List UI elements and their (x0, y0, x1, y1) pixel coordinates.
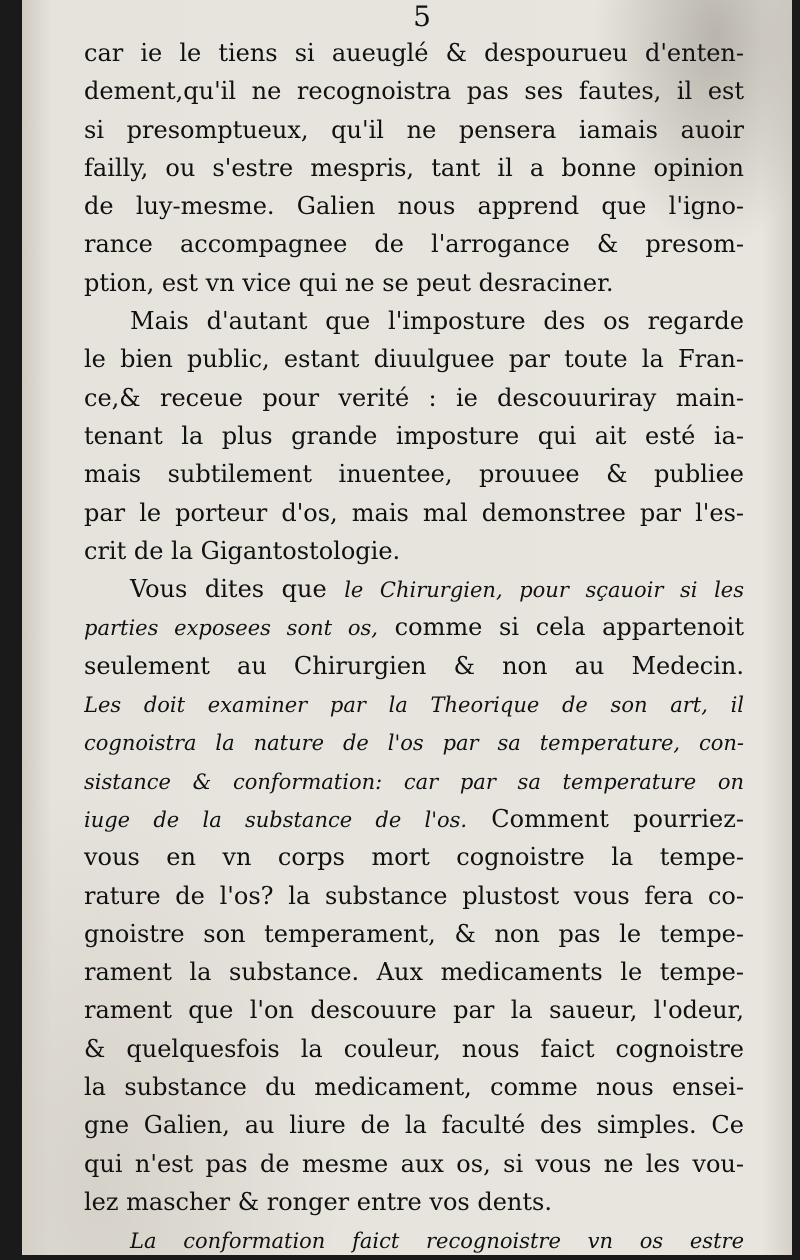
roman-text: si presomptueux, qu'il ne pensera iamais auoir (84, 115, 744, 144)
roman-text: gnoistre son temperament, & non pas le tempe- (84, 919, 744, 948)
italic-text: le Chirurgien, pour sçauoir si les (344, 578, 744, 603)
text-line (84, 723, 744, 761)
roman-text: qui n'est pas de mesme aux os, si vous ne les vou- (84, 1149, 744, 1178)
roman-text: comme si cela appartenoit (377, 613, 744, 642)
roman-text: lez mascher & ronger entre vos dents. (84, 1187, 552, 1216)
italic-text: La conformation faict recognoistre vn os estre (130, 1229, 744, 1254)
text-line (84, 953, 744, 991)
italic-text: sistance & conformation: car par sa temperature on (84, 769, 744, 794)
roman-text: crit de la Gigantostologie. (84, 536, 401, 565)
body-text (84, 34, 744, 1260)
roman-text: le bien public, estant diuulguee par toute la Fran- (84, 345, 744, 374)
text-line (84, 417, 744, 455)
roman-text: Mais d'autant que l'imposture des os regarde (130, 307, 744, 336)
italic-text: parties exposees sont os, (84, 616, 378, 641)
text-line (84, 494, 744, 532)
text-line (84, 608, 744, 646)
text-line (84, 264, 744, 302)
text-line (84, 379, 744, 417)
roman-text: par le porteur d'os, mais mal demonstree par l'es- (84, 498, 744, 527)
text-line (84, 340, 744, 378)
text-line (84, 915, 744, 953)
roman-text: tenant la plus grande imposture qui ait esté ia- (84, 421, 744, 450)
text-line (84, 149, 744, 187)
roman-text: la substance du medicament, comme nous ensei- (84, 1073, 744, 1102)
roman-text: gne Galien, au liure de la faculté des simples. Ce (84, 1111, 744, 1140)
roman-text: rament la substance. Aux medicaments le tempe- (84, 958, 744, 987)
text-line (84, 532, 744, 570)
text-line (84, 877, 744, 915)
roman-text: mais subtilement inuentee, prouuee & publiee (84, 460, 744, 489)
italic-text: cognoistra la nature de l'os par sa temperature, con- (84, 731, 744, 756)
text-line (84, 225, 744, 263)
text-line (84, 302, 744, 340)
text-line (84, 838, 744, 876)
text-line (84, 1068, 744, 1106)
text-line (84, 1145, 744, 1183)
italic-text: iuge de la substance de l'os. (84, 807, 468, 832)
roman-text: de luy-mesme. Galien nous apprend que l'igno- (84, 192, 744, 221)
page-number: 5 (413, 0, 431, 33)
roman-text: vous en vn corps mort cognoistre la tempe- (84, 843, 744, 872)
text-line (84, 800, 744, 838)
text-line (84, 1030, 744, 1068)
text-line (84, 1183, 744, 1221)
roman-text: rance accompagnee de l'arrogance & presom- (84, 230, 744, 259)
book-page (22, 0, 792, 1255)
text-line (84, 762, 744, 800)
roman-text: rature de l'os? la substance plustost vous fera co- (84, 881, 744, 910)
italic-text: Les doit examiner par la Theorique de son art, il (84, 693, 744, 718)
roman-text: & quelquesfois la couleur, nous faict cognoistre (84, 1034, 744, 1063)
text-line (84, 187, 744, 225)
roman-text: ce,& receue pour verité : ie descouuriray main- (84, 383, 744, 412)
text-line (84, 455, 744, 493)
roman-text: car ie le tiens si aueuglé & despourueu d'enten- (84, 39, 744, 67)
roman-text: Comment pourriez- (467, 804, 744, 833)
roman-text: dement,qu'il ne recognoistra pas ses fautes, il est (84, 77, 744, 106)
text-line (84, 72, 744, 110)
roman-text: failly, ou s'estre mespris, tant il a bonne opinion (84, 153, 744, 182)
text-line (84, 34, 744, 72)
text-line (84, 111, 744, 149)
text-line (84, 991, 744, 1029)
text-line (84, 1106, 744, 1144)
roman-text: ption, est vn vice qui ne se peut desraciner. (84, 268, 614, 297)
roman-text: seulement au Chirurgien & non au Medecin. (84, 651, 744, 680)
text-line (84, 685, 744, 723)
text-line (84, 647, 744, 685)
roman-text: Vous dites que (130, 575, 345, 604)
roman-text: rament que l'on descouure par la saueur, l'odeur, (84, 996, 744, 1025)
text-line (84, 1221, 744, 1259)
text-line (84, 570, 744, 608)
